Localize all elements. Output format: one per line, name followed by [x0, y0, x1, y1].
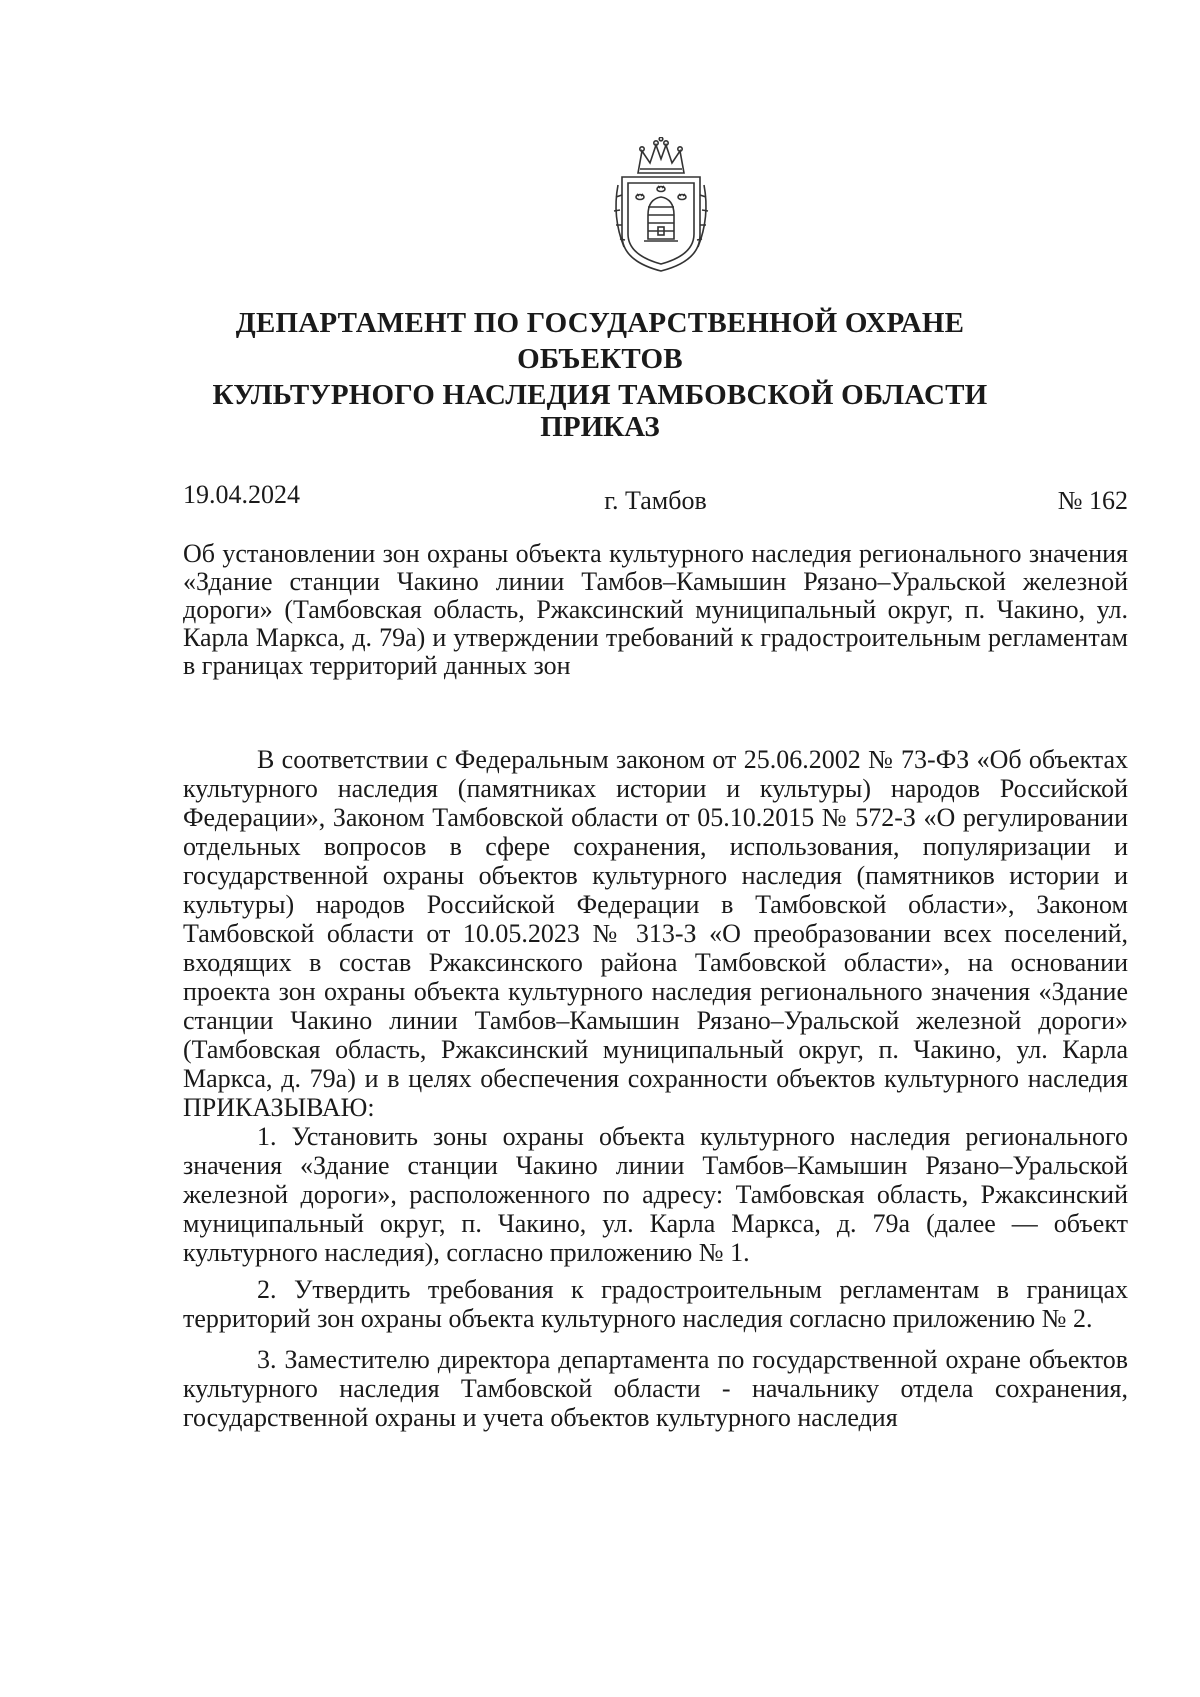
document-city: г. Тамбов: [604, 486, 707, 515]
document-subject: Об установлении зон охраны объекта культурного наследия регионального значения «Здание станции Чакино линии Тамбов–Камышин Рязано–Уральской железной дороги» (Тамбовская область, Ржаксинский муниципальный округ, п. Чакино, ул. Карла Маркса, д. 79а) и утверждении требований к градостроительным регламентам в границах территорий данных зон: [183, 539, 1128, 680]
document-number: № 162: [1057, 486, 1128, 515]
body-preamble: В соответствии с Федеральным законом от 25.06.2002 № 73-ФЗ «Об объектах культурного наследия (памятниках истории и культуры) народов Российской Федерации», Законом Тамбовской области от 05.10.2015 № 572-З «О регулировании отдельных вопросов в сфере сохранения, использования, популяризации и государственной охраны объектов культурного наследия (памятников истории и культуры) народов Российской Федерации в Тамбовской области», Законом Тамбовской области от 10.05.2023 № 313-З «О преобразовании всех поселений, входящих в состав Ржаксинского района Тамбовской области», на основании проекта зон охраны объекта культурного наследия регионального значения «Здание станции Чакино линии Тамбов–Камышин Рязано–Уральской железной дороги» (Тамбовская область, Ржаксинский муниципальный округ, п. Чакино, ул. Карла Маркса, д. 79а) и в целях обеспечения сохранности объектов культурного наследия ПРИКАЗЫВАЮ:: [183, 745, 1128, 1122]
coat-of-arms-emblem: [608, 137, 714, 275]
department-title-line1: ДЕПАРТАМЕНТ ПО ГОСУДАРСТВЕННОЙ ОХРАНЕ ОБЪЕКТОВ: [235, 307, 965, 375]
document-body: [183, 745, 1128, 1432]
document-date: 19.04.2024: [183, 480, 300, 509]
department-title: [160, 305, 1040, 413]
body-item-1: 1. Установить зоны охраны объекта культурного наследия регионального значения «Здание станции Чакино линии Тамбов–Камышин Рязано–Уральской железной дороги», расположенного по адресу: Тамбовская область, Ржаксинский муниципальный округ, п. Чакино, ул. Карла Маркса, д. 79а (далее — объект культурного наследия), согласно приложению № 1.: [183, 1122, 1128, 1267]
body-item-2: 2. Утвердить требования к градостроительным регламентам в границах территорий зон охраны объекта культурного наследия согласно приложению № 2.: [183, 1275, 1128, 1333]
body-item-3: 3. Заместителю директора департамента по государственной охране объектов культурного наследия Тамбовской области - начальнику отдела сохранения, государственной охраны и учета объектов культурного наследия: [183, 1345, 1128, 1432]
document-type: ПРИКАЗ: [540, 411, 660, 443]
department-title-line2: КУЛЬТУРНОГО НАСЛЕДИЯ ТАМБОВСКОЙ ОБЛАСТИ: [212, 379, 988, 411]
document-meta-row: [183, 478, 1128, 515]
